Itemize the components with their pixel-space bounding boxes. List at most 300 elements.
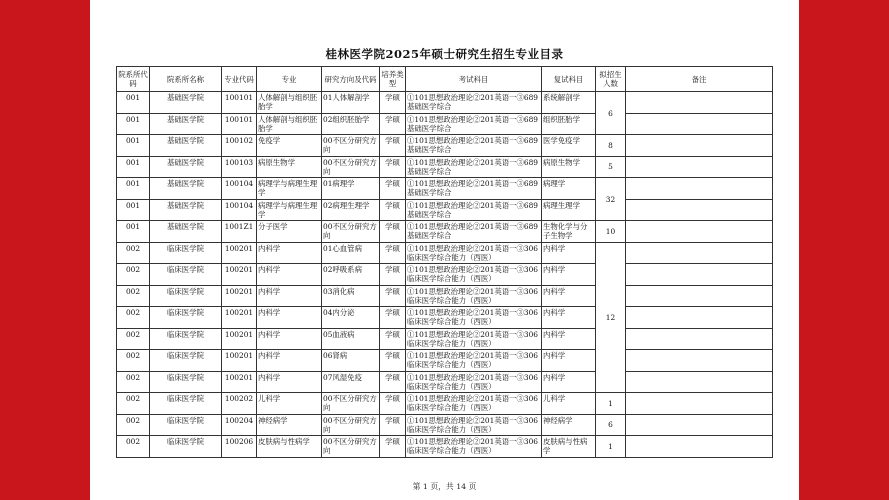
cell-exam <box>406 285 542 307</box>
cell-major-text: 免疫学 <box>258 136 281 146</box>
cell-major <box>257 156 322 178</box>
cell-dept-name <box>150 371 222 393</box>
cell-direction <box>322 156 380 178</box>
cell-dept-code-text: 002 <box>125 415 141 425</box>
cell-note <box>626 113 773 135</box>
cell-major-code-text: 100206 <box>224 437 254 447</box>
cell-type-text: 学硕 <box>385 286 400 296</box>
cell-major-code <box>222 264 257 286</box>
cell-note <box>626 264 773 286</box>
cell-retest-text: 皮肤病与性病学 <box>543 437 588 456</box>
cell-dept-name <box>150 221 222 243</box>
cell-direction <box>322 113 380 135</box>
cell-dept-name-text: 临床医学院 <box>167 415 204 425</box>
cell-retest-text: 病原生物学 <box>543 157 580 167</box>
cell-direction-text: 02病理生理学 <box>323 200 370 210</box>
cell-exam <box>406 221 542 243</box>
table-row <box>117 156 773 178</box>
cell-direction-text: 00不区分研究方向 <box>323 136 377 155</box>
cell-dept-name-text: 基础医学院 <box>167 157 204 167</box>
cell-type <box>380 436 406 458</box>
cell-exam-text: ①101思想政治理论②201英语一③689基础医学综合 <box>407 222 539 241</box>
cell-exam <box>406 393 542 415</box>
cell-dept-code-text: 001 <box>125 93 141 103</box>
cell-major-text: 内科学 <box>258 329 281 339</box>
cell-retest-text: 生物化学与分子生物学 <box>543 222 588 241</box>
cell-direction-text: 01人体解剖学 <box>323 93 370 103</box>
cell-dept-code <box>117 307 150 329</box>
cell-type <box>380 113 406 135</box>
cell-dept-name <box>150 135 222 157</box>
cell-dept-name <box>150 178 222 200</box>
table-row <box>117 178 773 200</box>
cell-retest <box>542 199 596 221</box>
cell-major <box>257 328 322 350</box>
cell-dept-code-text: 002 <box>125 243 141 253</box>
cell-dept-code <box>117 328 150 350</box>
cell-major-code <box>222 436 257 458</box>
cell-note <box>626 414 773 436</box>
header-major: 专业 <box>257 67 322 92</box>
cell-dept-name <box>150 242 222 264</box>
cell-exam-text: ①101思想政治理论②201英语一③306临床医学综合能力（西医） <box>407 394 539 413</box>
cell-dept-name-text: 临床医学院 <box>167 394 204 404</box>
cell-exam <box>406 199 542 221</box>
cell-dept-name-text: 临床医学院 <box>167 372 204 382</box>
cell-direction-text: 01心血管病 <box>323 243 362 253</box>
cell-direction <box>322 393 380 415</box>
header-exam: 考试科目 <box>406 67 542 92</box>
cell-direction <box>322 414 380 436</box>
cell-major-text: 内科学 <box>258 243 281 253</box>
cell-direction-text: 05血液病 <box>323 329 355 339</box>
cell-type <box>380 242 406 264</box>
cell-major-code-text: 100104 <box>224 200 254 210</box>
catalog-table <box>116 66 773 458</box>
cell-major <box>257 92 322 114</box>
table-row <box>117 221 773 243</box>
cell-dept-name-text: 基础医学院 <box>167 200 204 210</box>
page-footer: 第 1 页，共 14 页 <box>412 482 477 491</box>
table-row <box>117 199 773 221</box>
cell-note <box>626 135 773 157</box>
cell-major <box>257 199 322 221</box>
cell-exam <box>406 178 542 200</box>
cell-retest <box>542 307 596 329</box>
cell-direction <box>322 135 380 157</box>
cell-direction <box>322 307 380 329</box>
cell-major-code <box>222 285 257 307</box>
table-row <box>117 92 773 114</box>
cell-major-text: 内科学 <box>258 372 281 382</box>
cell-exam <box>406 307 542 329</box>
cell-exam-text: ①101思想政治理论②201英语一③306临床医学综合能力（西医） <box>407 243 539 262</box>
cell-quota: 10 <box>596 221 626 243</box>
cell-direction <box>322 350 380 372</box>
table-row <box>117 135 773 157</box>
cell-retest <box>542 393 596 415</box>
cell-type <box>380 350 406 372</box>
cell-type-text: 学硕 <box>385 179 400 189</box>
cell-major-text: 神经病学 <box>258 415 288 425</box>
cell-major <box>257 371 322 393</box>
cell-dept-code <box>117 371 150 393</box>
table-row <box>117 393 773 415</box>
cell-exam <box>406 414 542 436</box>
cell-exam <box>406 135 542 157</box>
cell-retest <box>542 242 596 264</box>
cell-retest-text: 医学免疫学 <box>543 136 580 146</box>
cell-note <box>626 199 773 221</box>
cell-note <box>626 350 773 372</box>
cell-retest-text: 儿科学 <box>543 394 566 404</box>
cell-major-code <box>222 393 257 415</box>
cell-major-code-text: 100201 <box>224 372 254 382</box>
cell-retest-text: 内科学 <box>543 351 566 361</box>
cell-dept-name <box>150 393 222 415</box>
cell-dept-name <box>150 350 222 372</box>
cell-major-code-text: 100201 <box>224 265 254 275</box>
cell-retest <box>542 135 596 157</box>
header-dept-code: 院系所代码 <box>117 67 150 92</box>
cell-retest <box>542 156 596 178</box>
cell-major <box>257 221 322 243</box>
cell-exam <box>406 242 542 264</box>
cell-exam-text: ①101思想政治理论②201英语一③306临床医学综合能力（西医） <box>407 415 539 434</box>
cell-dept-code <box>117 350 150 372</box>
cell-dept-name-text: 基础医学院 <box>167 179 204 189</box>
cell-direction-text: 00不区分研究方向 <box>323 415 377 434</box>
cell-dept-name-text: 临床医学院 <box>167 351 204 361</box>
cell-exam <box>406 371 542 393</box>
cell-major-code <box>222 156 257 178</box>
cell-retest-text: 内科学 <box>543 372 566 382</box>
table-row <box>117 242 773 264</box>
cell-major-code-text: 100201 <box>224 329 254 339</box>
cell-dept-code-text: 002 <box>125 286 141 296</box>
cell-dept-code <box>117 414 150 436</box>
cell-major-code-text: 100202 <box>224 394 254 404</box>
cell-major-code-text: 100101 <box>224 93 254 103</box>
cell-exam-text: ①101思想政治理论②201英语一③306临床医学综合能力（西医） <box>407 308 539 327</box>
cell-type-text: 学硕 <box>385 437 400 447</box>
header-row <box>117 67 773 92</box>
cell-dept-name-text: 临床医学院 <box>167 265 204 275</box>
cell-major-code <box>222 328 257 350</box>
cell-major <box>257 113 322 135</box>
cell-retest <box>542 328 596 350</box>
cell-type-text: 学硕 <box>385 351 400 361</box>
cell-major-text: 病理学与病理生理学 <box>258 179 318 198</box>
cell-direction <box>322 199 380 221</box>
cell-type <box>380 135 406 157</box>
cell-major-code-text: 100103 <box>224 157 254 167</box>
cell-direction <box>322 178 380 200</box>
cell-dept-name <box>150 285 222 307</box>
cell-retest-text: 神经病学 <box>543 415 573 425</box>
cell-major <box>257 178 322 200</box>
cell-type-text: 学硕 <box>385 329 400 339</box>
cell-major-text: 儿科学 <box>258 394 281 404</box>
cell-major <box>257 264 322 286</box>
cell-major-code-text: 100104 <box>224 179 254 189</box>
cell-exam-text: ①101思想政治理论②201英语一③306临床医学综合能力（西医） <box>407 286 539 305</box>
cell-direction-text: 00不区分研究方向 <box>323 157 377 176</box>
cell-type-text: 学硕 <box>385 265 400 275</box>
cell-direction-text: 03消化病 <box>323 286 355 296</box>
cell-direction-text: 00不区分研究方向 <box>323 222 377 241</box>
cell-retest-text: 内科学 <box>543 265 566 275</box>
header-major-code: 专业代码 <box>222 67 257 92</box>
cell-type <box>380 371 406 393</box>
table-row <box>117 307 773 329</box>
cell-dept-name-text: 临床医学院 <box>167 437 204 447</box>
cell-dept-name-text: 临床医学院 <box>167 286 204 296</box>
cell-direction-text: 00不区分研究方向 <box>323 437 377 456</box>
table-body <box>117 92 773 458</box>
cell-major <box>257 285 322 307</box>
cell-note <box>626 393 773 415</box>
cell-exam-text: ①101思想政治理论②201英语一③306临床医学综合能力（西医） <box>407 437 539 456</box>
cell-type-text: 学硕 <box>385 415 400 425</box>
cell-type <box>380 264 406 286</box>
cell-exam-text: ①101思想政治理论②201英语一③689基础医学综合 <box>407 136 539 155</box>
cell-exam-text: ①101思想政治理论②201英语一③689基础医学综合 <box>407 200 539 219</box>
cell-major-code <box>222 371 257 393</box>
cell-dept-code <box>117 178 150 200</box>
cell-direction-text: 02呼吸系病 <box>323 265 362 275</box>
cell-note <box>626 307 773 329</box>
cell-direction <box>322 264 380 286</box>
cell-retest <box>542 436 596 458</box>
cell-quota: 12 <box>596 242 626 393</box>
cell-dept-name <box>150 414 222 436</box>
cell-direction-text: 04内分泌 <box>323 308 355 318</box>
cell-dept-code <box>117 92 150 114</box>
cell-major-text: 内科学 <box>258 265 281 275</box>
cell-major-text: 皮肤病与性病学 <box>258 437 310 447</box>
cell-direction <box>322 285 380 307</box>
cell-dept-name <box>150 436 222 458</box>
cell-major-code-text: 100102 <box>224 136 254 146</box>
cell-dept-code <box>117 135 150 157</box>
cell-type-text: 学硕 <box>385 157 400 167</box>
cell-type <box>380 199 406 221</box>
cell-major-text: 病理学与病理生理学 <box>258 200 318 219</box>
cell-type <box>380 307 406 329</box>
cell-major-code-text: 100201 <box>224 243 254 253</box>
cell-major <box>257 393 322 415</box>
cell-retest <box>542 221 596 243</box>
cell-major-code <box>222 178 257 200</box>
cell-dept-name-text: 临床医学院 <box>167 329 204 339</box>
cell-quota: 1 <box>596 393 626 415</box>
cell-major <box>257 135 322 157</box>
cell-dept-code-text: 002 <box>125 351 141 361</box>
cell-quota: 32 <box>596 178 626 221</box>
cell-dept-name <box>150 199 222 221</box>
cell-direction <box>322 242 380 264</box>
cell-note <box>626 285 773 307</box>
cell-exam-text: ①101思想政治理论②201英语一③689基础医学综合 <box>407 93 539 112</box>
cell-retest <box>542 371 596 393</box>
cell-direction <box>322 221 380 243</box>
cell-exam <box>406 350 542 372</box>
cell-note <box>626 371 773 393</box>
cell-dept-name-text: 临床医学院 <box>167 308 204 318</box>
cell-major-code <box>222 307 257 329</box>
cell-type <box>380 178 406 200</box>
cell-note <box>626 328 773 350</box>
table-row <box>117 328 773 350</box>
cell-dept-code-text: 001 <box>125 136 141 146</box>
cell-quota: 8 <box>596 135 626 157</box>
cell-type-text: 学硕 <box>385 136 400 146</box>
cell-type-text: 学硕 <box>385 222 400 232</box>
header-note: 备注 <box>626 67 773 92</box>
cell-major-code <box>222 242 257 264</box>
page-title: 桂林医学院2025年硕士研究生招生专业目录 <box>325 47 564 61</box>
cell-dept-code <box>117 436 150 458</box>
cell-type-text: 学硕 <box>385 372 400 382</box>
cell-dept-code-text: 002 <box>125 372 141 382</box>
cell-dept-code <box>117 242 150 264</box>
cell-exam <box>406 264 542 286</box>
cell-quota: 1 <box>596 436 626 458</box>
cell-exam-text: ①101思想政治理论②201英语一③689基础医学综合 <box>407 157 539 176</box>
cell-major-code-text: 1001Z1 <box>224 222 254 232</box>
table-row <box>117 285 773 307</box>
cell-dept-code-text: 002 <box>125 308 141 318</box>
table-row <box>117 113 773 135</box>
cell-exam-text: ①101思想政治理论②201英语一③306临床医学综合能力（西医） <box>407 351 539 370</box>
cell-type-text: 学硕 <box>385 93 400 103</box>
cell-exam-text: ①101思想政治理论②201英语一③306临床医学综合能力（西医） <box>407 265 539 284</box>
cell-type <box>380 285 406 307</box>
cell-dept-name <box>150 328 222 350</box>
cell-quota: 5 <box>596 156 626 178</box>
cell-note <box>626 156 773 178</box>
cell-major-code <box>222 350 257 372</box>
cell-dept-code <box>117 199 150 221</box>
cell-note <box>626 178 773 200</box>
cell-type-text: 学硕 <box>385 200 400 210</box>
cell-major-text: 人体解剖与组织胚胎学 <box>258 114 318 133</box>
cell-note <box>626 92 773 114</box>
cell-quota: 6 <box>596 92 626 135</box>
cell-retest-text: 病理生理学 <box>543 200 580 210</box>
header-quota: 拟招生人数 <box>596 67 626 92</box>
cell-direction <box>322 436 380 458</box>
cell-exam-text: ①101思想政治理论②201英语一③306临床医学综合能力（西医） <box>407 329 539 348</box>
cell-major-code-text: 100201 <box>224 308 254 318</box>
cell-exam-text: ①101思想政治理论②201英语一③689基础医学综合 <box>407 179 539 198</box>
cell-note <box>626 436 773 458</box>
cell-type <box>380 328 406 350</box>
cell-retest-text: 内科学 <box>543 329 566 339</box>
cell-direction <box>322 371 380 393</box>
cell-dept-name-text: 临床医学院 <box>167 243 204 253</box>
cell-dept-code-text: 001 <box>125 222 141 232</box>
cell-type <box>380 156 406 178</box>
cell-type <box>380 393 406 415</box>
cell-direction <box>322 328 380 350</box>
cell-major-text: 分子医学 <box>258 222 288 232</box>
cell-note <box>626 242 773 264</box>
cell-dept-code-text: 002 <box>125 329 141 339</box>
cell-direction <box>322 92 380 114</box>
cell-retest-text: 内科学 <box>543 286 566 296</box>
cell-major <box>257 436 322 458</box>
cell-type-text: 学硕 <box>385 114 400 124</box>
cell-major-code-text: 100201 <box>224 351 254 361</box>
cell-dept-code-text: 001 <box>125 157 141 167</box>
cell-dept-name <box>150 307 222 329</box>
cell-retest-text: 病理学 <box>543 179 566 189</box>
cell-dept-name-text: 基础医学院 <box>167 136 204 146</box>
cell-major <box>257 414 322 436</box>
cell-type <box>380 221 406 243</box>
table-row <box>117 414 773 436</box>
cell-dept-code <box>117 285 150 307</box>
cell-direction-text: 06肾病 <box>323 351 348 361</box>
cell-major-code <box>222 135 257 157</box>
cell-quota: 6 <box>596 414 626 436</box>
cell-major-code-text: 100101 <box>224 114 254 124</box>
cell-dept-code-text: 002 <box>125 394 141 404</box>
cell-direction-text: 00不区分研究方向 <box>323 394 377 413</box>
cell-dept-code <box>117 393 150 415</box>
table-row <box>117 371 773 393</box>
document-page <box>90 0 799 500</box>
cell-type-text: 学硕 <box>385 243 400 253</box>
cell-retest-text: 组织胚胎学 <box>543 114 580 124</box>
cell-retest <box>542 92 596 114</box>
cell-exam <box>406 328 542 350</box>
cell-major-text: 内科学 <box>258 286 281 296</box>
cell-major <box>257 307 322 329</box>
cell-exam <box>406 113 542 135</box>
header-retest: 复试科目 <box>542 67 596 92</box>
cell-major-code <box>222 221 257 243</box>
cell-note <box>626 221 773 243</box>
cell-major-text: 内科学 <box>258 351 281 361</box>
cell-dept-name-text: 基础医学院 <box>167 114 204 124</box>
cell-type <box>380 92 406 114</box>
cell-dept-code-text: 001 <box>125 200 141 210</box>
cell-direction-text: 01病理学 <box>323 179 355 189</box>
cell-dept-code <box>117 113 150 135</box>
header-dept-name: 院系所名称 <box>150 67 222 92</box>
cell-major-code <box>222 113 257 135</box>
header-direction: 研究方向及代码 <box>322 67 380 92</box>
cell-major-code-text: 100201 <box>224 286 254 296</box>
cell-retest <box>542 285 596 307</box>
cell-major-text: 病原生物学 <box>258 157 295 167</box>
cell-dept-code-text: 001 <box>125 114 141 124</box>
table-row <box>117 264 773 286</box>
cell-retest-text: 系统解剖学 <box>543 93 580 103</box>
cell-type-text: 学硕 <box>385 394 400 404</box>
cell-major-code-text: 100204 <box>224 415 254 425</box>
cell-dept-name <box>150 92 222 114</box>
cell-direction-text: 02组织胚胎学 <box>323 114 370 124</box>
cell-major-code <box>222 92 257 114</box>
cell-dept-name-text: 基础医学院 <box>167 222 204 232</box>
cell-dept-code-text: 002 <box>125 437 141 447</box>
cell-dept-name <box>150 156 222 178</box>
header-type: 培养类型 <box>380 67 406 92</box>
